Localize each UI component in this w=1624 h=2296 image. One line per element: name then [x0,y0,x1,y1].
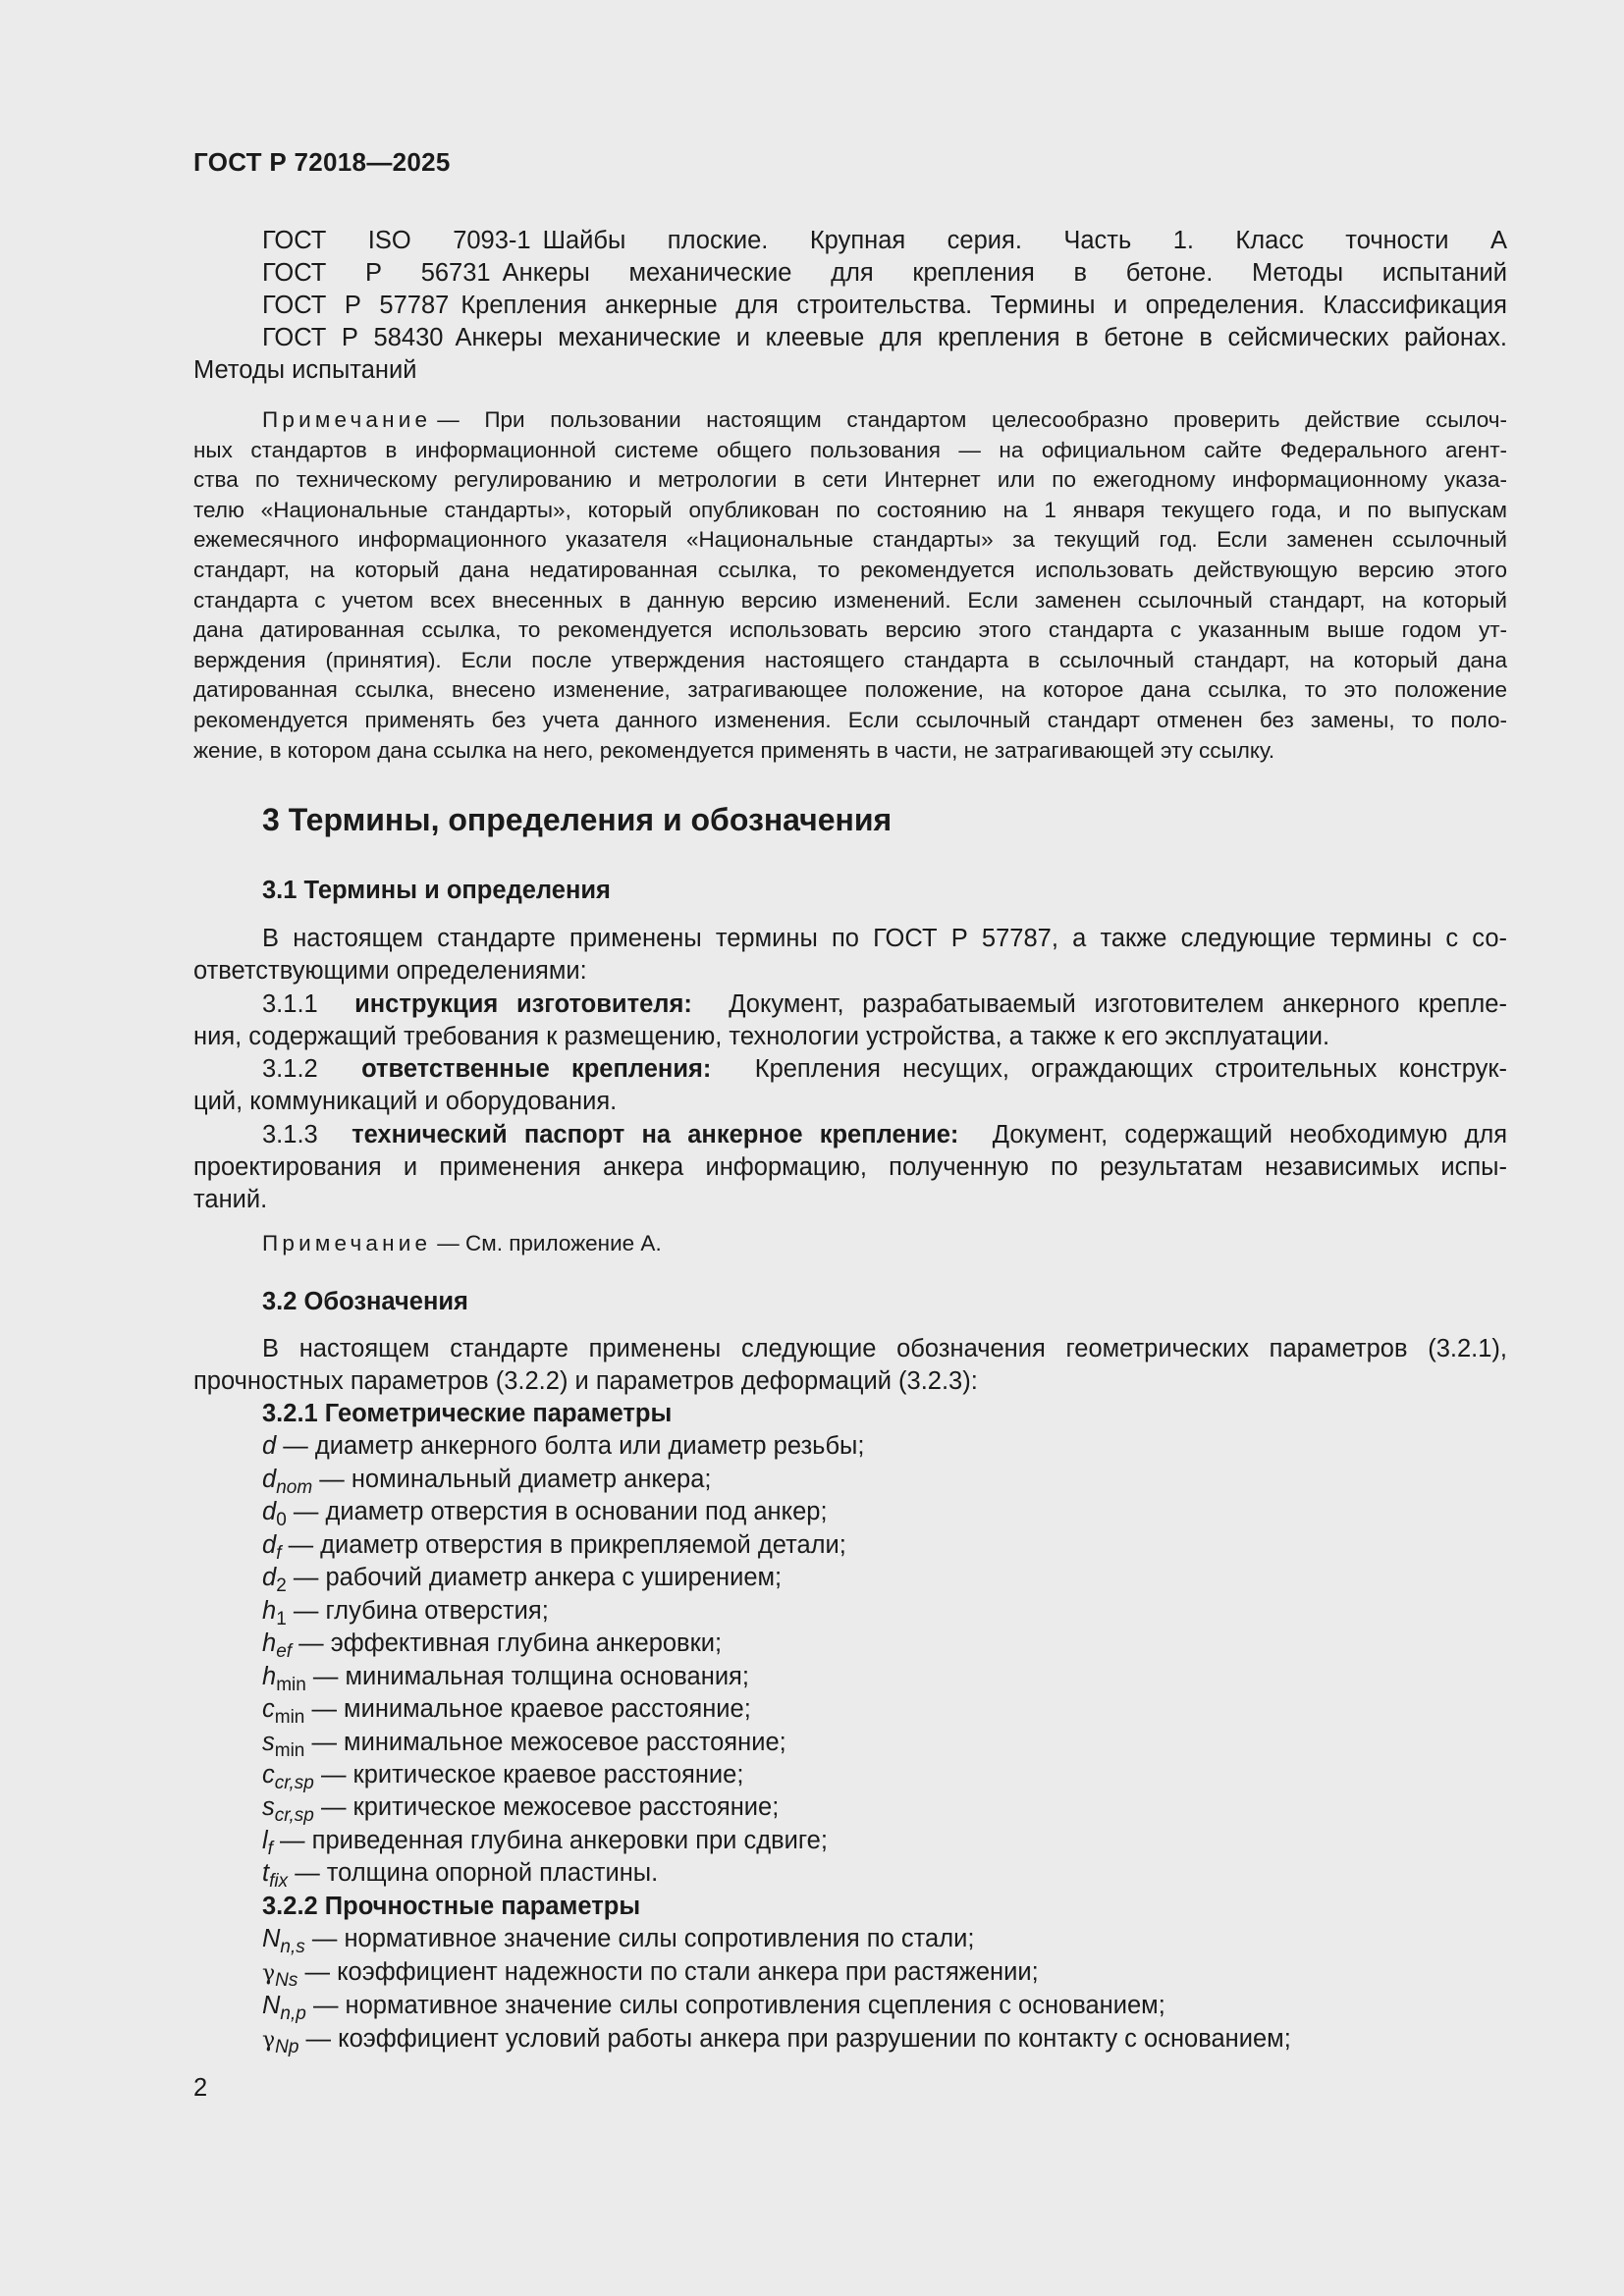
term-entry: 3.1.1 инструкция изготовителя: Документ, разрабатываемый изготовителем анкерного крепле- [262,989,1507,1018]
symbol-item: $h_{ef}$ — эффективная глубина анкеровки; [262,1629,723,1663]
symbol-item: $h_1$ — глубина отверстия; [262,1596,549,1629]
reference-continuation: Методы испытаний [193,356,417,384]
reference-item: ГОСТ Р 58430 Анкеры механические и клеевые для крепления в бетоне в сейсмических районах. [262,324,1507,351]
symbol-item: $\gamma_{Np}$ — коэффициент условий работы анкера при разрушении по контакту с основанием; [262,2024,1291,2057]
symbol-item: $s_{cr,sp}$ — критическое межосевое расстояние; [262,1793,780,1827]
term-entry: 3.1.3 технический паспорт на анкерное крепление: Документ, содержащий необходимую для [262,1120,1508,1148]
symbol-item: $d_{nom}$ — номинальный диаметр анкера; [262,1465,712,1498]
geometric-params-heading: 3.2.1 Геометрические параметры [262,1400,673,1427]
symbol-item: $c_{min}$ — минимальное краевое расстояние; [262,1695,751,1729]
strength-params-list [262,1923,1507,2056]
symbol-item: $d_2$ — рабочий диаметр анкера с уширением; [262,1564,783,1597]
reference-item: ГОСТ Р 57787 Крепления анкерные для строительства. Термины и определения. Классификация [262,292,1507,319]
symbol-item: $d_0$ — диаметр отверстия в основании под анкер; [262,1498,828,1531]
symbol-item: $t_{fix}$ — толщина опорной пластины. [262,1859,659,1893]
terms-block: В настоящем стандарте применены термины по ГОСТ Р 57787, а также следующие термины с со- ответствующими определениями: 3.1.1 инструкция изготовителя: Документ, разрабатываемый изготовителем анкерного крепле- ния, содержащий требования к размещению, технологии устройства, а также к его эксплуатации. 3.1.2 ответственные крепления: Крепления несущих, ограждающих строительных конструк- ций, коммуникаций и оборудования. 3.1.3 технический паспорт на анкерное крепление: Документ, содержащий необходимую для проектирования и применения анкера информацию, полученную по результатам независимых испы- таний. [193,925,1508,1214]
subsection-heading-symbols: 3.2 Обозначения [262,1288,468,1315]
symbol-item: $s_{min}$ — минимальное межосевое расстояние; [262,1728,786,1761]
strength-params-heading: 3.2.2 Прочностные параметры [262,1892,641,1920]
symbol-item: $N_{n,p}$ — нормативное значение силы сопротивления сцепления с основанием; [262,1992,1165,2025]
symbol-item: $l_f$ — приведенная глубина анкеровки при сдвиге; [262,1826,828,1859]
symbol-item: $\gamma_{Ns}$ — коэффициент надежности по стали анкера при растяжении; [262,1957,1039,1991]
note-label: Примечание [262,407,432,432]
symbols-intro: В настоящем стандарте применены следующие обозначения геометрических параметров (3.2.1), прочностных параметров (3.2.2) и параметров деформаций (3.2.3): [193,1335,1507,1396]
normative-references [193,225,1507,387]
term-entry: 3.1.2 ответственные крепления: Крепления несущих, ограждающих строительных конструк- [262,1055,1508,1084]
symbol-item: $d_f$ — диаметр отверстия в прикрепляемой детали; [262,1530,846,1564]
references-note: Примечание — При пользовании настоящим стандартом целесообразно проверить действие ссылоч- ных стандартов в информационной системе общего пользования — на официальном сайте Федерального агент- ства по техническому регулированию и метрологии в сети Интернет или по ежегодному информационному указа- телю «Национальные стандарты», который опубликован по состоянию на 1 января текущего года, и по выпускам ежемесячного информационного указателя «Национальные стандарты» за текущий год. Если заменен ссылочный стандарт, на который дана недатированная ссылка, то рекомендуется использовать действующую версию этого стандарта с учетом всех внесенных в данную версию изменений. Если заменен ссылочный стандарт, на который дана датированная ссылка, то рекомендуется использовать версию этого стандарта с указанным выше годом ут- верждения (принятия). Если после утверждения настоящего стандарта в ссылочный стандарт, на который дана датированная ссылка, внесено изменение, затрагивающее положение, на которое дана ссылка, то это положение рекомендуется применять без учета данного изменения. Если ссылочный стандарт отменен без замены, то поло- жение, в котором дана ссылка на него, рекомендуется применять в части, не затрагивающей эту ссылку. [193,407,1507,763]
subsection-heading-terms: 3.1 Термины и определения [262,877,611,904]
geometric-params-list [262,1430,1507,1893]
symbol-item: $h_{min}$ — минимальная толщина основания; [262,1662,749,1695]
symbol-item: d — диаметр анкерного болта или диаметр резьбы; [262,1432,865,1461]
reference-item: ГОСТ ISO 7093-1 Шайбы плоские. Крупная серия. Часть 1. Класс точности А [262,227,1508,254]
symbol-item: $c_{cr,sp}$ — критическое краевое расстояние; [262,1760,744,1793]
section-heading: 3 Термины, определения и обозначения [262,802,893,837]
reference-item: ГОСТ Р 56731 Анкеры механические для крепления в бетоне. Методы испытаний [262,259,1507,287]
terms-note: Примечание — См. приложение А. [262,1231,662,1255]
symbols-list [262,1398,1507,2056]
document-header: ГОСТ Р 72018—2025 [193,147,451,177]
page-number: 2 [193,2074,208,2102]
symbol-item: $N_{n,s}$ — нормативное значение силы сопротивления по стали; [262,1925,975,1958]
